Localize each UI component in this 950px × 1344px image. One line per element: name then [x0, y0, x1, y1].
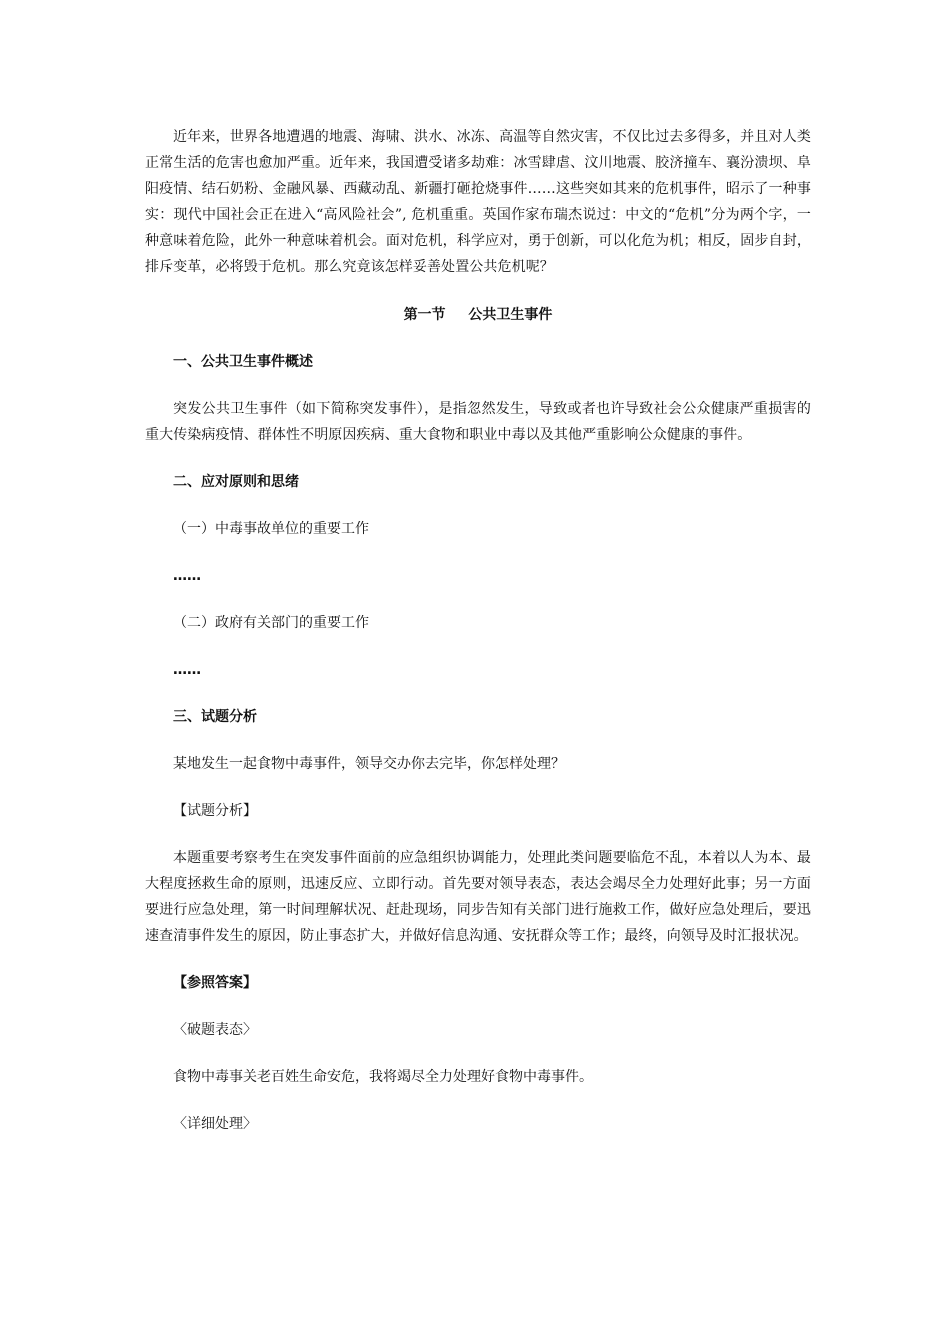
- overview-paragraph: 突发公共卫生事件（如下简称突发事件），是指忽然发生，导致或者也许导致社会公众健康严重损害的重大传染病疫情、群体性不明原因疾病、重大食物和职业中毒以及其他严重影响公众健康的事件。: [145, 401, 811, 443]
- question-text: 某地发生一起食物中毒事件，领导交办你去完毕，你怎样处理？: [173, 756, 565, 772]
- section-title: 第一节 公共卫生事件: [403, 307, 553, 323]
- step2-label: 〈详细处理〉: [173, 1116, 257, 1132]
- document-page: [145, 124, 811, 1137]
- step1-label: 〈破题表态〉: [173, 1022, 257, 1038]
- ellipsis-2: ……: [173, 662, 201, 678]
- step1-text: 食物中毒事关老百姓生命安危，我将竭尽全力处理好食物中毒事件。: [173, 1069, 593, 1085]
- heading-analysis: 三、试题分析: [173, 709, 257, 725]
- heading-principles: 二、应对原则和思绪: [173, 474, 299, 490]
- answer-label: 【参照答案】: [173, 975, 257, 991]
- ellipsis-1: ……: [173, 568, 201, 584]
- heading-overview: 一、公共卫生事件概述: [173, 354, 313, 370]
- intro-paragraph: 近年来，世界各地遭遇的地震、海啸、洪水、冰冻、高温等自然灾害，不仅比过去多得多，并且对人类正常生活的危害也愈加严重。近年来，我国遭受诸多劫难：冰雪肆虐、汶川地震、胶济撞车、襄汾溃坝、阜阳疫情、结石奶粉、金融风暴、西藏动乱、新疆打砸抢烧事件……这些突如其来的危机事件，昭示了一种事实：现代中国社会正在进入“高风险社会”, 危机重重。英国作家布瑞杰说过：中文的“危机”分为两个字，一种意味着危险，此外一种意味着机会。面对危机，科学应对，勇于创新，可以化危为机；相反，固步自封，排斥变革，必将毁于危机。那么究竟该怎样妥善处置公共危机呢？: [145, 129, 811, 275]
- analysis-paragraph: 本题重要考察考生在突发事件面前的应急组织协调能力，处理此类问题要临危不乱，本着以人为本、最大程度拯救生命的原则，迅速反应、立即行动。首先要对领导表态，表达会竭尽全力处理好此事；另一方面要进行应急处理，第一时间理解状况、赶赴现场，同步告知有关部门进行施救工作，做好应急处理后，要迅速查清事件发生的原因，防止事态扩大，并做好信息沟通、安抚群众等工作；最终，向领导及时汇报状况。: [145, 850, 811, 944]
- analysis-label: 【试题分析】: [173, 803, 257, 819]
- subheading-unit-work: （一）中毒事故单位的重要工作: [173, 521, 369, 537]
- subheading-government-work: （二）政府有关部门的重要工作: [173, 615, 369, 631]
